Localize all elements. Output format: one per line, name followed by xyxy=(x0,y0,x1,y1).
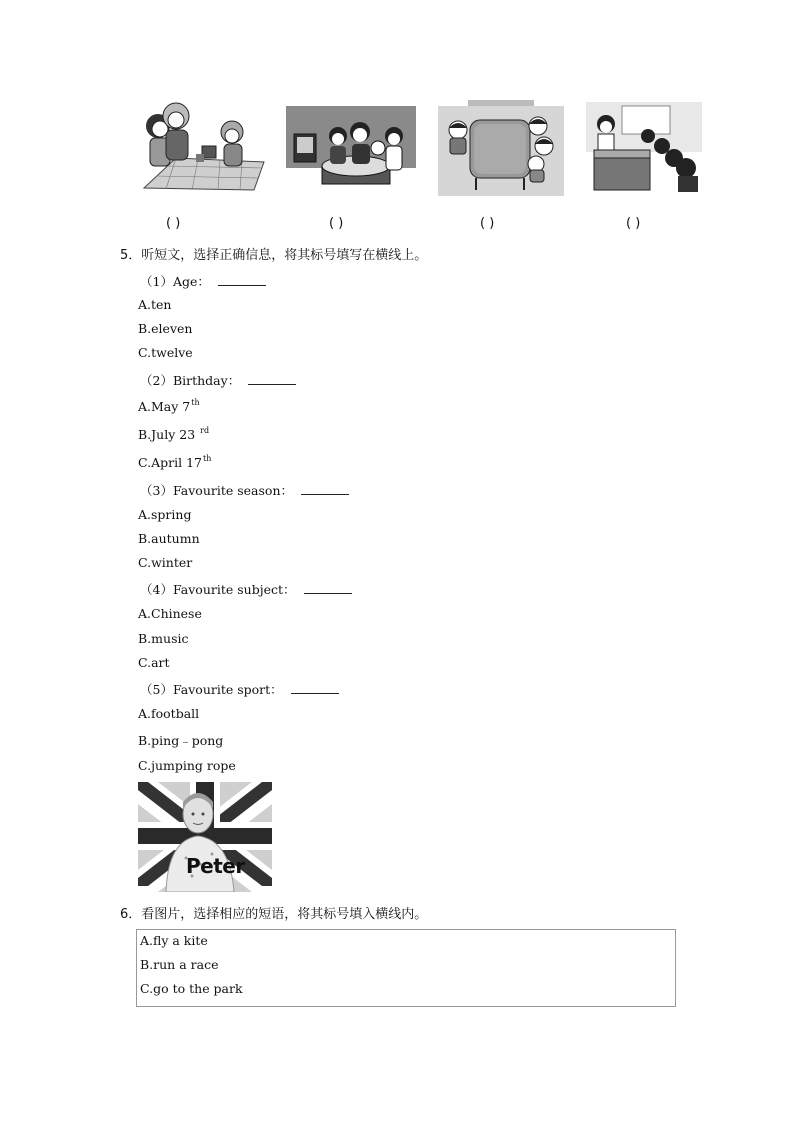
q5-item-5-option-c: C.jumping rope xyxy=(138,758,236,773)
answer-mark-1[interactable]: ( ) xyxy=(166,216,181,231)
q5-item-5-option-a: A.football xyxy=(138,706,200,721)
q5-item-1-option-b: B.eleven xyxy=(138,321,193,336)
q5-item-2-option-a: A.May 7th xyxy=(138,398,200,414)
q5-item-2-label: （2）Birthday： xyxy=(140,371,296,389)
q5-item-4-label: （4）Favourite subject： xyxy=(140,580,352,598)
question-6-title: 6．看图片，选择相应的短语，将其标号填入横线内。 xyxy=(120,907,428,922)
q5-item-4-option-b: B.music xyxy=(138,631,189,646)
answer-blank[interactable] xyxy=(248,373,296,385)
q5-item-3-option-a: A.spring xyxy=(138,507,192,522)
q6-option-a: A.fly a kite xyxy=(140,933,208,948)
q5-item-1-option-a: A.ten xyxy=(138,297,172,312)
q5-item-3-option-b: B.autumn xyxy=(138,531,200,546)
q5-item-2-option-b: B.July 23 $^{rd}$ xyxy=(138,426,210,442)
q6-option-b: B.run a race xyxy=(140,957,219,972)
q5-item-5-label: （5）Favourite sport： xyxy=(140,680,339,698)
answer-blank[interactable] xyxy=(291,682,339,694)
q5-item-4-option-a: A.Chinese xyxy=(138,606,202,621)
peter-caption: Peter xyxy=(186,854,245,878)
q5-item-5-option-b: B.ping﹣pong xyxy=(138,733,224,748)
q5-item-3-label: （3）Favourite season： xyxy=(140,481,349,499)
q6-options-box xyxy=(136,929,676,1007)
answer-mark-3[interactable]: ( ) xyxy=(480,216,495,231)
q5-item-3-option-c: C.winter xyxy=(138,555,193,570)
q5-item-2-option-c: C.April 17th xyxy=(138,454,212,470)
answer-mark-4[interactable]: ( ) xyxy=(626,216,641,231)
answer-blank[interactable] xyxy=(301,483,349,495)
q5-item-1-label: （1）Age： xyxy=(140,272,266,290)
peter-photo xyxy=(138,782,272,892)
classroom-picture xyxy=(586,102,702,194)
meeting-table-picture xyxy=(438,100,564,196)
q6-option-c: C.go to the park xyxy=(140,981,243,996)
q5-item-4-option-c: C.art xyxy=(138,655,170,670)
answer-mark-2[interactable]: ( ) xyxy=(329,216,344,231)
question-5-title: 5．听短文，选择正确信息，将其标号填写在横线上。 xyxy=(120,248,428,263)
answer-blank[interactable] xyxy=(304,582,352,594)
dinner-picture xyxy=(286,106,416,186)
picnic-picture xyxy=(136,96,268,196)
q5-item-1-option-c: C.twelve xyxy=(138,345,193,360)
answer-blank[interactable] xyxy=(218,274,266,286)
